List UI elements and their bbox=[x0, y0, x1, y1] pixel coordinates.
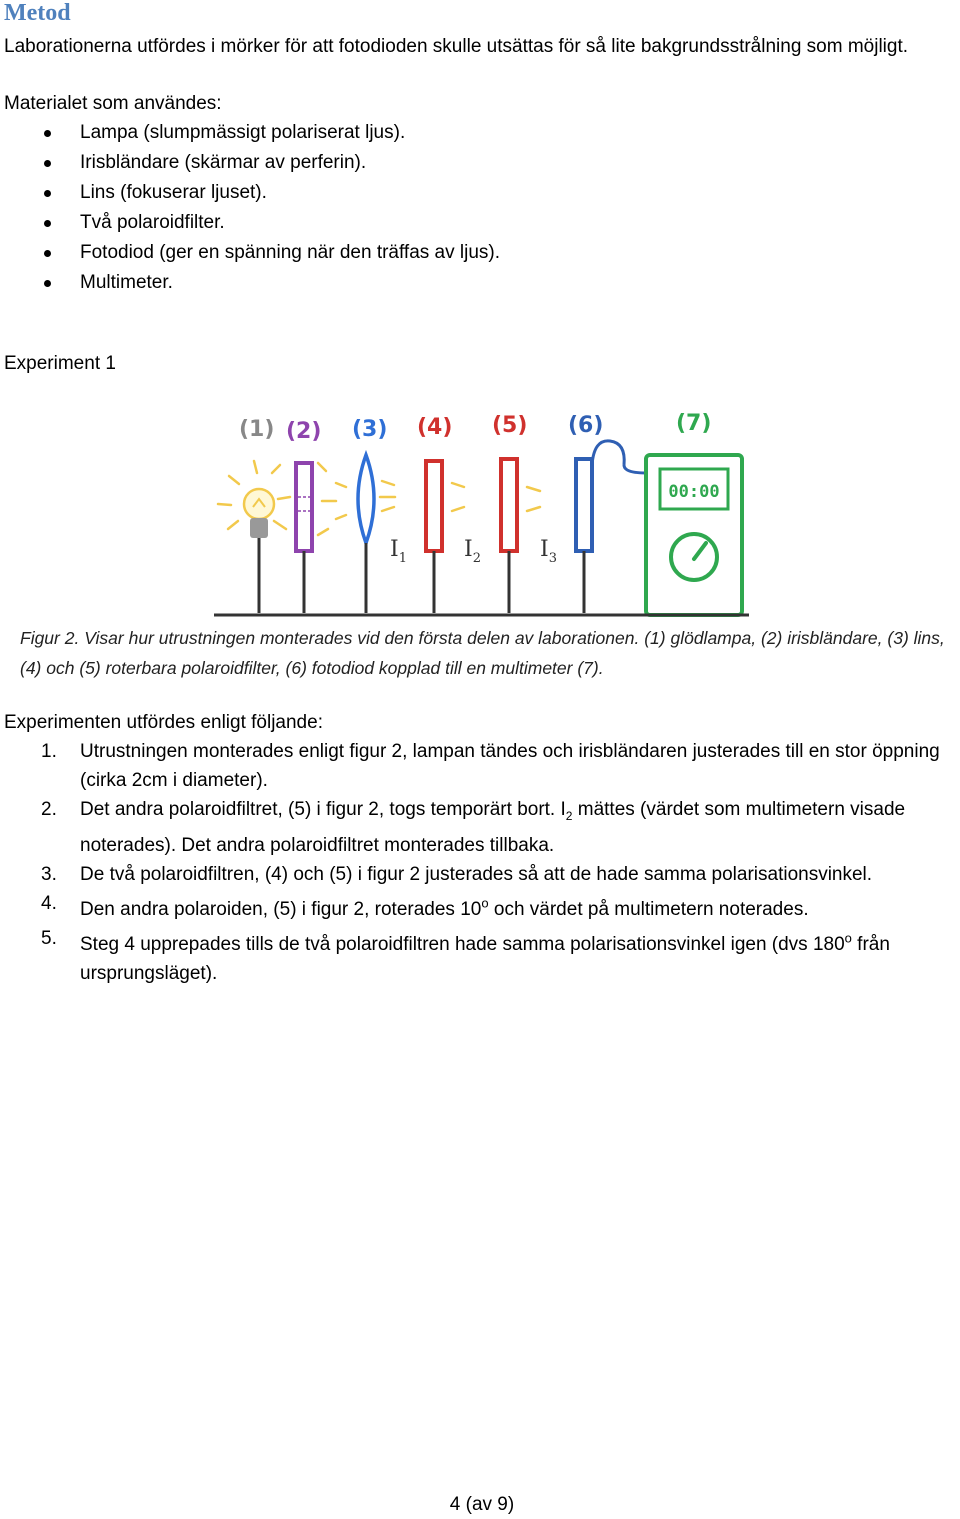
figure-label-1: (1) bbox=[239, 417, 275, 442]
figure-label-7: (7) bbox=[676, 411, 712, 436]
intro-paragraph: Laborationerna utfördes i mörker för att fotodioden skulle utsättas för så lite bakgrundsstrålning som möjligt. bbox=[4, 36, 909, 57]
bullet-icon bbox=[44, 280, 51, 287]
list-item bbox=[0, 737, 950, 795]
bullet-icon bbox=[44, 130, 51, 137]
setup-figure bbox=[214, 401, 749, 623]
step-number: 1. bbox=[41, 741, 57, 762]
page-number: 4 (av 9) bbox=[449, 1494, 515, 1515]
list-item bbox=[0, 924, 950, 988]
list-item bbox=[0, 795, 950, 860]
materials-label: Materialet som användes: bbox=[4, 93, 222, 114]
list-item bbox=[0, 860, 950, 889]
intensity-label-2: $I_2$ bbox=[464, 537, 481, 566]
multimeter-icon bbox=[646, 455, 742, 615]
figure-label-3: (3) bbox=[352, 417, 388, 442]
bullet-icon bbox=[44, 160, 51, 167]
step-text: De två polaroidfiltren, (4) och (5) i figur 2 justerades så att de hade samma polarisationsvinkel. bbox=[80, 863, 873, 885]
list-item-text: Två polaroidfilter. bbox=[80, 212, 225, 233]
section-heading: Metod bbox=[4, 0, 71, 26]
bullet-icon bbox=[44, 220, 51, 227]
step-text: Den andra polaroiden, (5) i figur 2, roterades 10$^o$ och värdet på multimetern noterades. bbox=[80, 895, 809, 921]
step-number: 5. bbox=[41, 928, 57, 950]
step-number: 4. bbox=[41, 892, 57, 914]
list-item bbox=[0, 889, 950, 924]
list-item-text: Multimeter. bbox=[80, 272, 173, 293]
procedure-steps bbox=[0, 737, 950, 988]
figure-label-6: (6) bbox=[568, 413, 604, 438]
step-text: Steg 4 upprepades tills de två polaroidfiltren hade samma polarisationsvinkel igen (dvs 180$^o$ från ursprungsläget). bbox=[80, 931, 890, 985]
list-item-text: Lins (fokuserar ljuset). bbox=[80, 182, 267, 203]
list-item-text: Irisbländare (skärmar av perferin). bbox=[80, 152, 367, 173]
figure-label-2: (2) bbox=[286, 419, 322, 444]
bullet-icon bbox=[44, 250, 51, 257]
step-number: 3. bbox=[41, 863, 57, 885]
experiment-title: Experiment 1 bbox=[4, 353, 116, 374]
multimeter-display: 00:00 bbox=[668, 482, 720, 502]
intensity-label-3: $I_3$ bbox=[540, 537, 557, 566]
step-text: Det andra polaroidfiltret, (5) i figur 2, togs temporärt bort. $I_2$ mättes (värdet som multimetern visade noterades). Det andra polaroidfiltret monterades tillbaka. bbox=[80, 799, 906, 856]
bullet-icon bbox=[44, 190, 51, 197]
list-item-text: Fotodiod (ger en spänning när den träffas av ljus). bbox=[80, 242, 501, 263]
intensity-label-1: $I_1$ bbox=[390, 537, 407, 566]
step-number: 2. bbox=[41, 799, 57, 820]
list-item-text: Lampa (slumpmässigt polariserat ljus). bbox=[80, 122, 406, 143]
figure-label-5: (5) bbox=[492, 413, 528, 438]
figure-caption: Figur 2. Visar hur utrustningen monterades vid den första delen av laborationen. (1) glödlampa, (2) irisbländare, (3) lins, (4) och (5) roterbara polaroidfilter, (6) fotodiod kopplad till en multimeter (7). bbox=[20, 628, 945, 678]
figure-label-4: (4) bbox=[417, 415, 453, 440]
steps-label: Experimenten utfördes enligt följande: bbox=[4, 712, 323, 733]
step-text: Utrustningen monterades enligt figur 2, lampan tändes och irisbländaren justerades till en stor öppning (cirka 2cm i diameter). bbox=[80, 741, 940, 791]
